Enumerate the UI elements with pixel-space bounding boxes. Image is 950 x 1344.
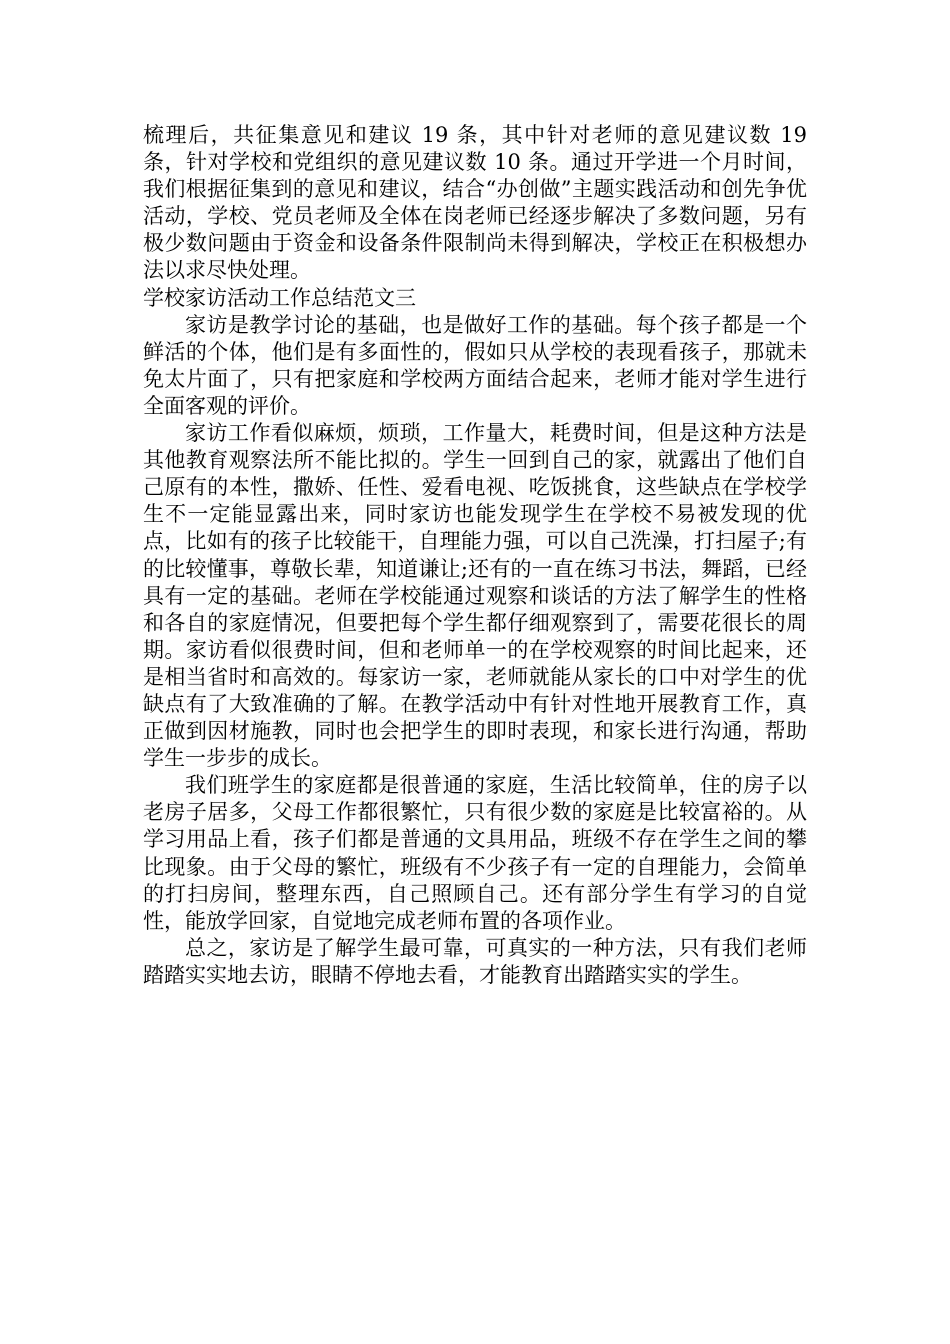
paragraph: 家访工作看似麻烦，烦琐，工作量大，耗费时间，但是这种方法是其他教育观察法所不能比拟的。学生一回到自己的家，就露出了他们自己原有的本性，撒娇、任性、爱看电视、吃饭挑食，这些缺点在学校学生不一定能显露出来，同时家访也能发现学生在学校不易被发现的优点，比如有的孩子比较能干，自理能力强，可以自己洗澡，打扫屋子;有的比较懂事，尊敬长辈，知道谦让;还有的一直在练习书法，舞蹈，已经具有一定的基础。老师在学校能通过观察和谈话的方法了解学生的性格和各自的家庭情况，但要把每个学生都仔细观察到了，需要花很长的周期。家访看似很费时间，但和老师单一的在学校观察的时间比起来，还是相当省时和高效的。每家访一家，老师就能从家长的口中对学生的优缺点有了大致准确的了解。在教学活动中有针对性地开展教育工作，真正做到因材施教，同时也会把学生的即时表现，和家长进行沟通，帮助学生一步步的成长。 xyxy=(143,421,807,771)
paragraph: 我们班学生的家庭都是很普通的家庭，生活比较简单，住的房子以老房子居多，父母工作都很繁忙，只有很少数的家庭是比较富裕的。从学习用品上看，孩子们都是普通的文具用品，班级不存在学生之间的攀比现象。由于父母的繁忙，班级有不少孩子有一定的自理能力，会简单的打扫房间，整理东西，自己照顾自己。还有部分学生有学习的自觉性，能放学回家，自觉地完成老师布置的各项作业。 xyxy=(143,773,807,933)
paragraph: 家访是教学讨论的基础，也是做好工作的基础。每个孩子都是一个鲜活的个体，他们是有多面性的，假如只从学校的表现看孩子，那就未免太片面了，只有把家庭和学校两方面结合起来，老师才能对学生进行全面客观的评价。 xyxy=(143,312,807,418)
document-page xyxy=(143,122,807,989)
paragraph-continued: 梳理后，共征集意见和建议 19 条，其中针对老师的意见建议数 19 条，针对学校和党组织的意见建议数 10 条。通过开学进一个月时间，我们根据征集到的意见和建议，结合“办创做”主题实践活动和创先争优活动，学校、党员老师及全体在岗老师已经逐步解决了多数问题，另有极少数问题由于资金和设备条件限制尚未得到解决，学校正在积极想办法以求尽快处理。 xyxy=(143,123,807,283)
section-heading: 学校家访活动工作总结范文三 xyxy=(143,285,416,310)
paragraph: 总之，家访是了解学生最可靠，可真实的一种方法，只有我们老师踏踏实实地去访，眼睛不停地去看，才能教育出踏踏实实的学生。 xyxy=(143,935,807,987)
